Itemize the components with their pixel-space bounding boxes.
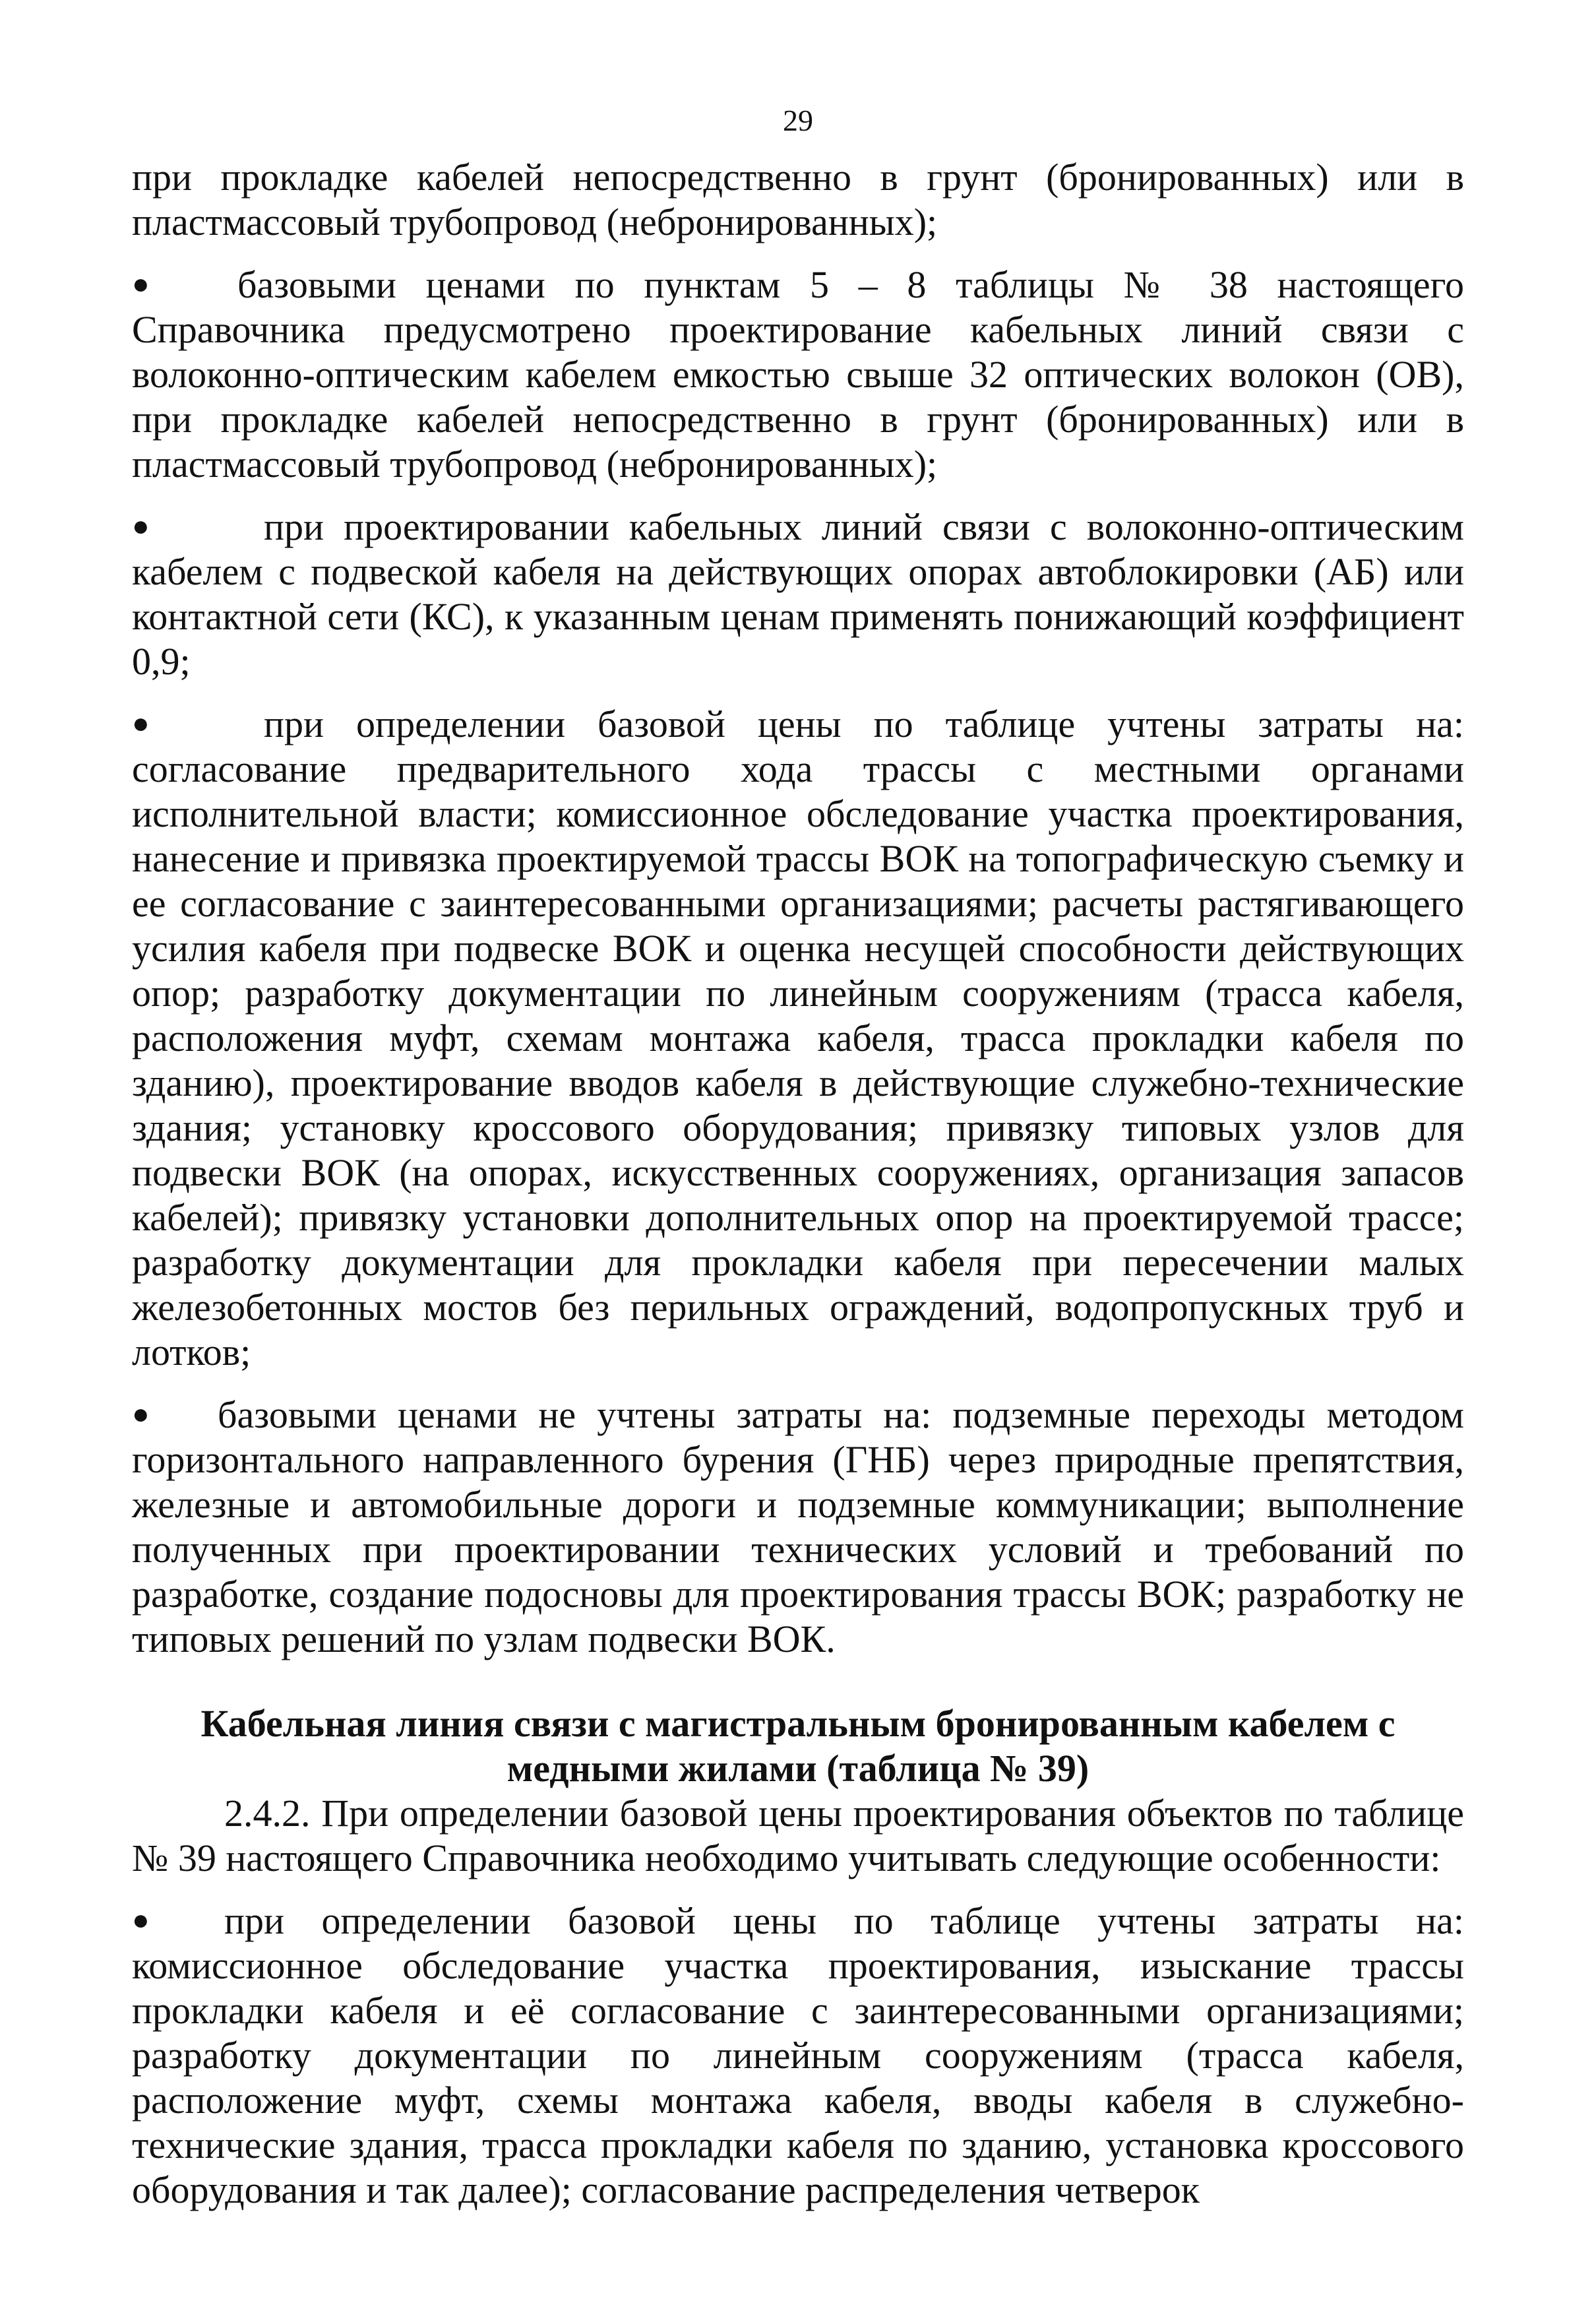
bullet-item-included-costs — [132, 701, 1464, 1375]
bullet-icon: ● — [132, 510, 150, 542]
page-number: 29 — [783, 104, 813, 137]
bullet-item-reduction-coefficient — [132, 504, 1464, 684]
bullet-item-table-39-included-costs — [132, 1898, 1464, 2213]
bullet-text: базовыми ценами по пунктам 5 – 8 таблицы № 38 настоящего Справочника предусмотрено проектирование кабельных линий связи с волоконно-оптическим кабелем емкостью свыше 32 оптических волокон (ОВ), при прокладке кабелей непосредственно в грунт (бронированных) или в пластмассовый трубопровод (небронированных); — [132, 263, 1464, 486]
bullet-icon: ● — [132, 1398, 150, 1430]
bullet-text: при определении базовой цены по таблице учтены затраты на: согласование предварительного хода трассы с местными органами исполнительной власти; комиссионное обследование участка проектирования, нанесение и привязка проектируемой трассы ВОК на топографическую съемку и ее согласование с заинтересованными организациями; расчеты растягивающего усилия кабеля при подвеске ВОК и оценка несущей способности действующих опор; разработку документации по линейным сооружениям (трасса кабеля, расположения муфт, схемам монтажа кабеля, трасса прокладки кабеля по зданию), проектирование вводов кабеля в действующие служебно-технические здания; установку кроссового оборудования; привязку типовых узлов для подвески ВОК (на опорах, искусственных сооружениях, организация запасов кабелей); привязку установки дополнительных опор на проектируемой трассе; разработку документации для прокладки кабеля при пересечении малых железобетонных мостов без перильных ограждений, водопропускных труб и лотков; — [132, 703, 1464, 1373]
numbered-paragraph-2-4-2: 2.4.2. При определении базовой цены проектирования объектов по таблице № 39 настоящего Справочника необходимо учитывать следующие особенности: — [132, 1792, 1464, 1879]
bullet-icon: ● — [132, 707, 150, 740]
bullet-text: при определении базовой цены по таблице учтены затраты на: комиссионное обследование участка проектирования, изыскание трассы прокладки кабеля и её согласование с заинтересованными организациями; разработку документации по линейным сооружениям (трасса кабеля, расположение муфт, схемы монтажа кабеля, вводы кабеля в служебно-технические здания, трасса прокладки кабеля по зданию, установка кроссового оборудования и так далее); согласование распределения четверок — [132, 1899, 1464, 2211]
bullet-item-excluded-costs — [132, 1392, 1464, 1662]
page-body — [132, 155, 1464, 2213]
bullet-item-base-prices-table-38 — [132, 262, 1464, 487]
section-heading: Кабельная линия связи с магистральным бронированным кабелем с медными жилами (таблица № 39) — [200, 1702, 1396, 1790]
bullet-icon: ● — [132, 1904, 150, 1936]
bullet-text: базовыми ценами не учтены затраты на: подземные переходы методом горизонтального направленного бурения (ГНБ) через природные препятствия, железные и автомобильные дороги и подземные коммуникации; выполнение полученных при проектировании технических условий и требований по разработке, создание подосновы для проектирования трассы ВОК; разработку не типовых решений по узлам подвески ВОК. — [132, 1393, 1464, 1660]
paragraph-continuation: при прокладке кабелей непосредственно в грунт (бронированных) или в пластмассовый трубопровод (небронированных); — [132, 156, 1464, 243]
bullet-text: при проектировании кабельных линий связи с волоконно-оптическим кабелем с подвеской кабеля на действующих опорах автоблокировки (АБ) или контактной сети (КС), к указанным ценам применять понижающий коэффициент 0,9; — [132, 505, 1464, 683]
bullet-icon: ● — [132, 268, 150, 300]
